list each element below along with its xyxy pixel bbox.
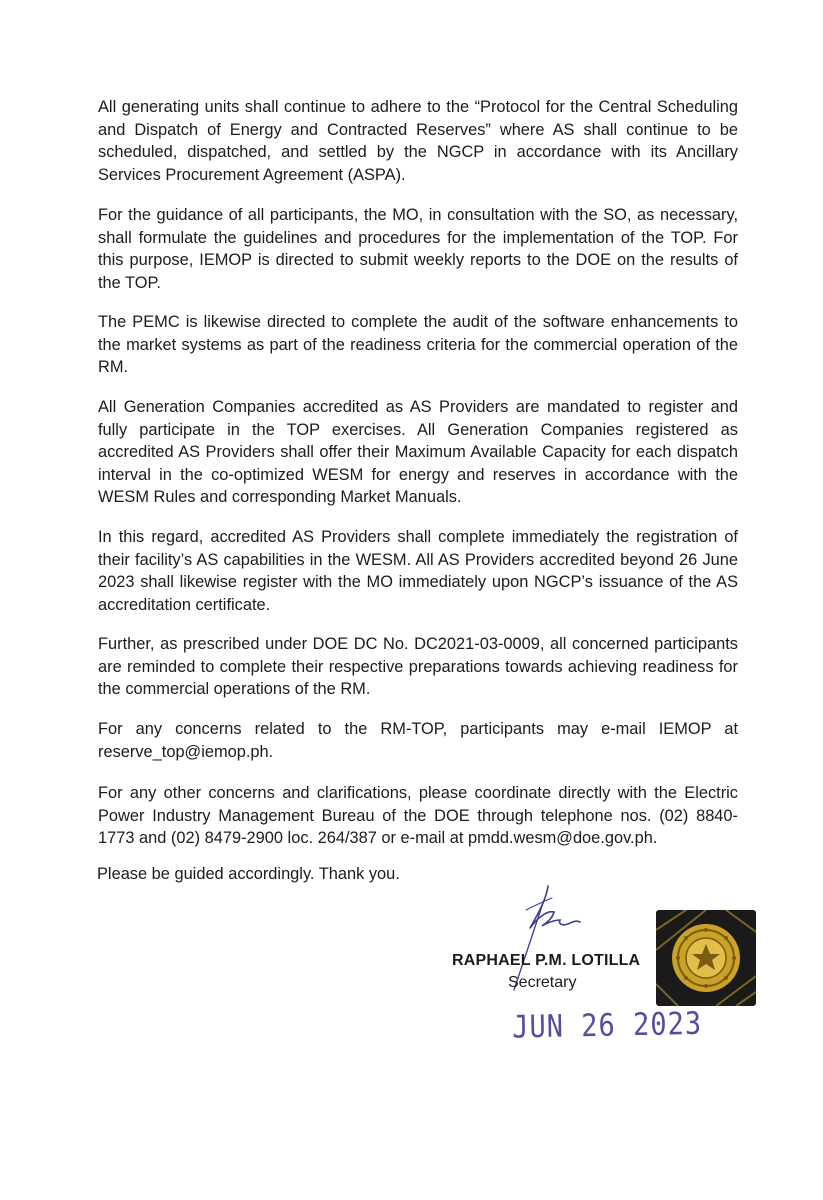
date-stamp: JUN 26 2023 [512,1006,703,1046]
paragraph-generation-companies: All Generation Companies accredited as AS Providers are mandated to register and fully participate in the TOP exercises. All Generation Companies registered as accredited AS Providers shall offer their Maximum Available Capacity for each dispatch interval in the co-optimized WESM for energy and reserves in accordance with the WESM Rules and corresponding Market Manuals. [98,398,738,506]
paragraph-registration: In this regard, accredited AS Providers shall complete immediately the registration of their facility’s AS capabilities in the WESM. All AS Providers accredited beyond 26 June 2023 shall likewise register with the MO immediately upon NGCP’s issuance of the AS accreditation certificate. [98,528,738,614]
paragraph-preparations: Further, as prescribed under DOE DC No. DC2021-03-0009, all concerned participants are reminded to complete their respective preparations towards achieving readiness for the commercial operations of the RM. [98,635,738,698]
gold-seal-icon [656,910,756,1006]
paragraph-doe-contact: For any other concerns and clarifications, please coordinate directly with the Electric Power Industry Management Bureau of the DOE through telephone nos. (02) 8840-1773 and (02) 8479-2900 loc. 264/387 or e-mail at pmdd.wesm@doe.gov.ph. [98,784,738,847]
paragraph-guidance: For the guidance of all participants, the MO, in consultation with the SO, as necessary, shall formulate the guidelines and procedures for the implementation of the TOP. For this purpose, IEMOP is directed to submit weekly reports to the DOE on the results of the TOP. [98,206,738,292]
paragraph-rm-top-contact: For any concerns related to the RM-TOP, participants may e-mail IEMOP at reserve_top@iemop.ph. [98,720,738,761]
signatory-title: Secretary [508,974,577,991]
signatory-name: RAPHAEL P.M. LOTILLA [452,952,641,969]
paragraph-protocol: All generating units shall continue to adhere to the “Protocol for the Central Scheduling and Dispatch of Energy and Contracted Reserves” where AS shall continue to be scheduled, dispatched, and settled by the NGCP in accordance with its Ancillary Services Procurement Agreement (ASPA). [98,98,738,184]
paragraph-pemc-audit: The PEMC is likewise directed to complete the audit of the software enhancements to the market systems as part of the readiness criteria for the commercial operation of the RM. [98,313,738,376]
closing-line: Please be guided accordingly. Thank you. [97,865,400,883]
